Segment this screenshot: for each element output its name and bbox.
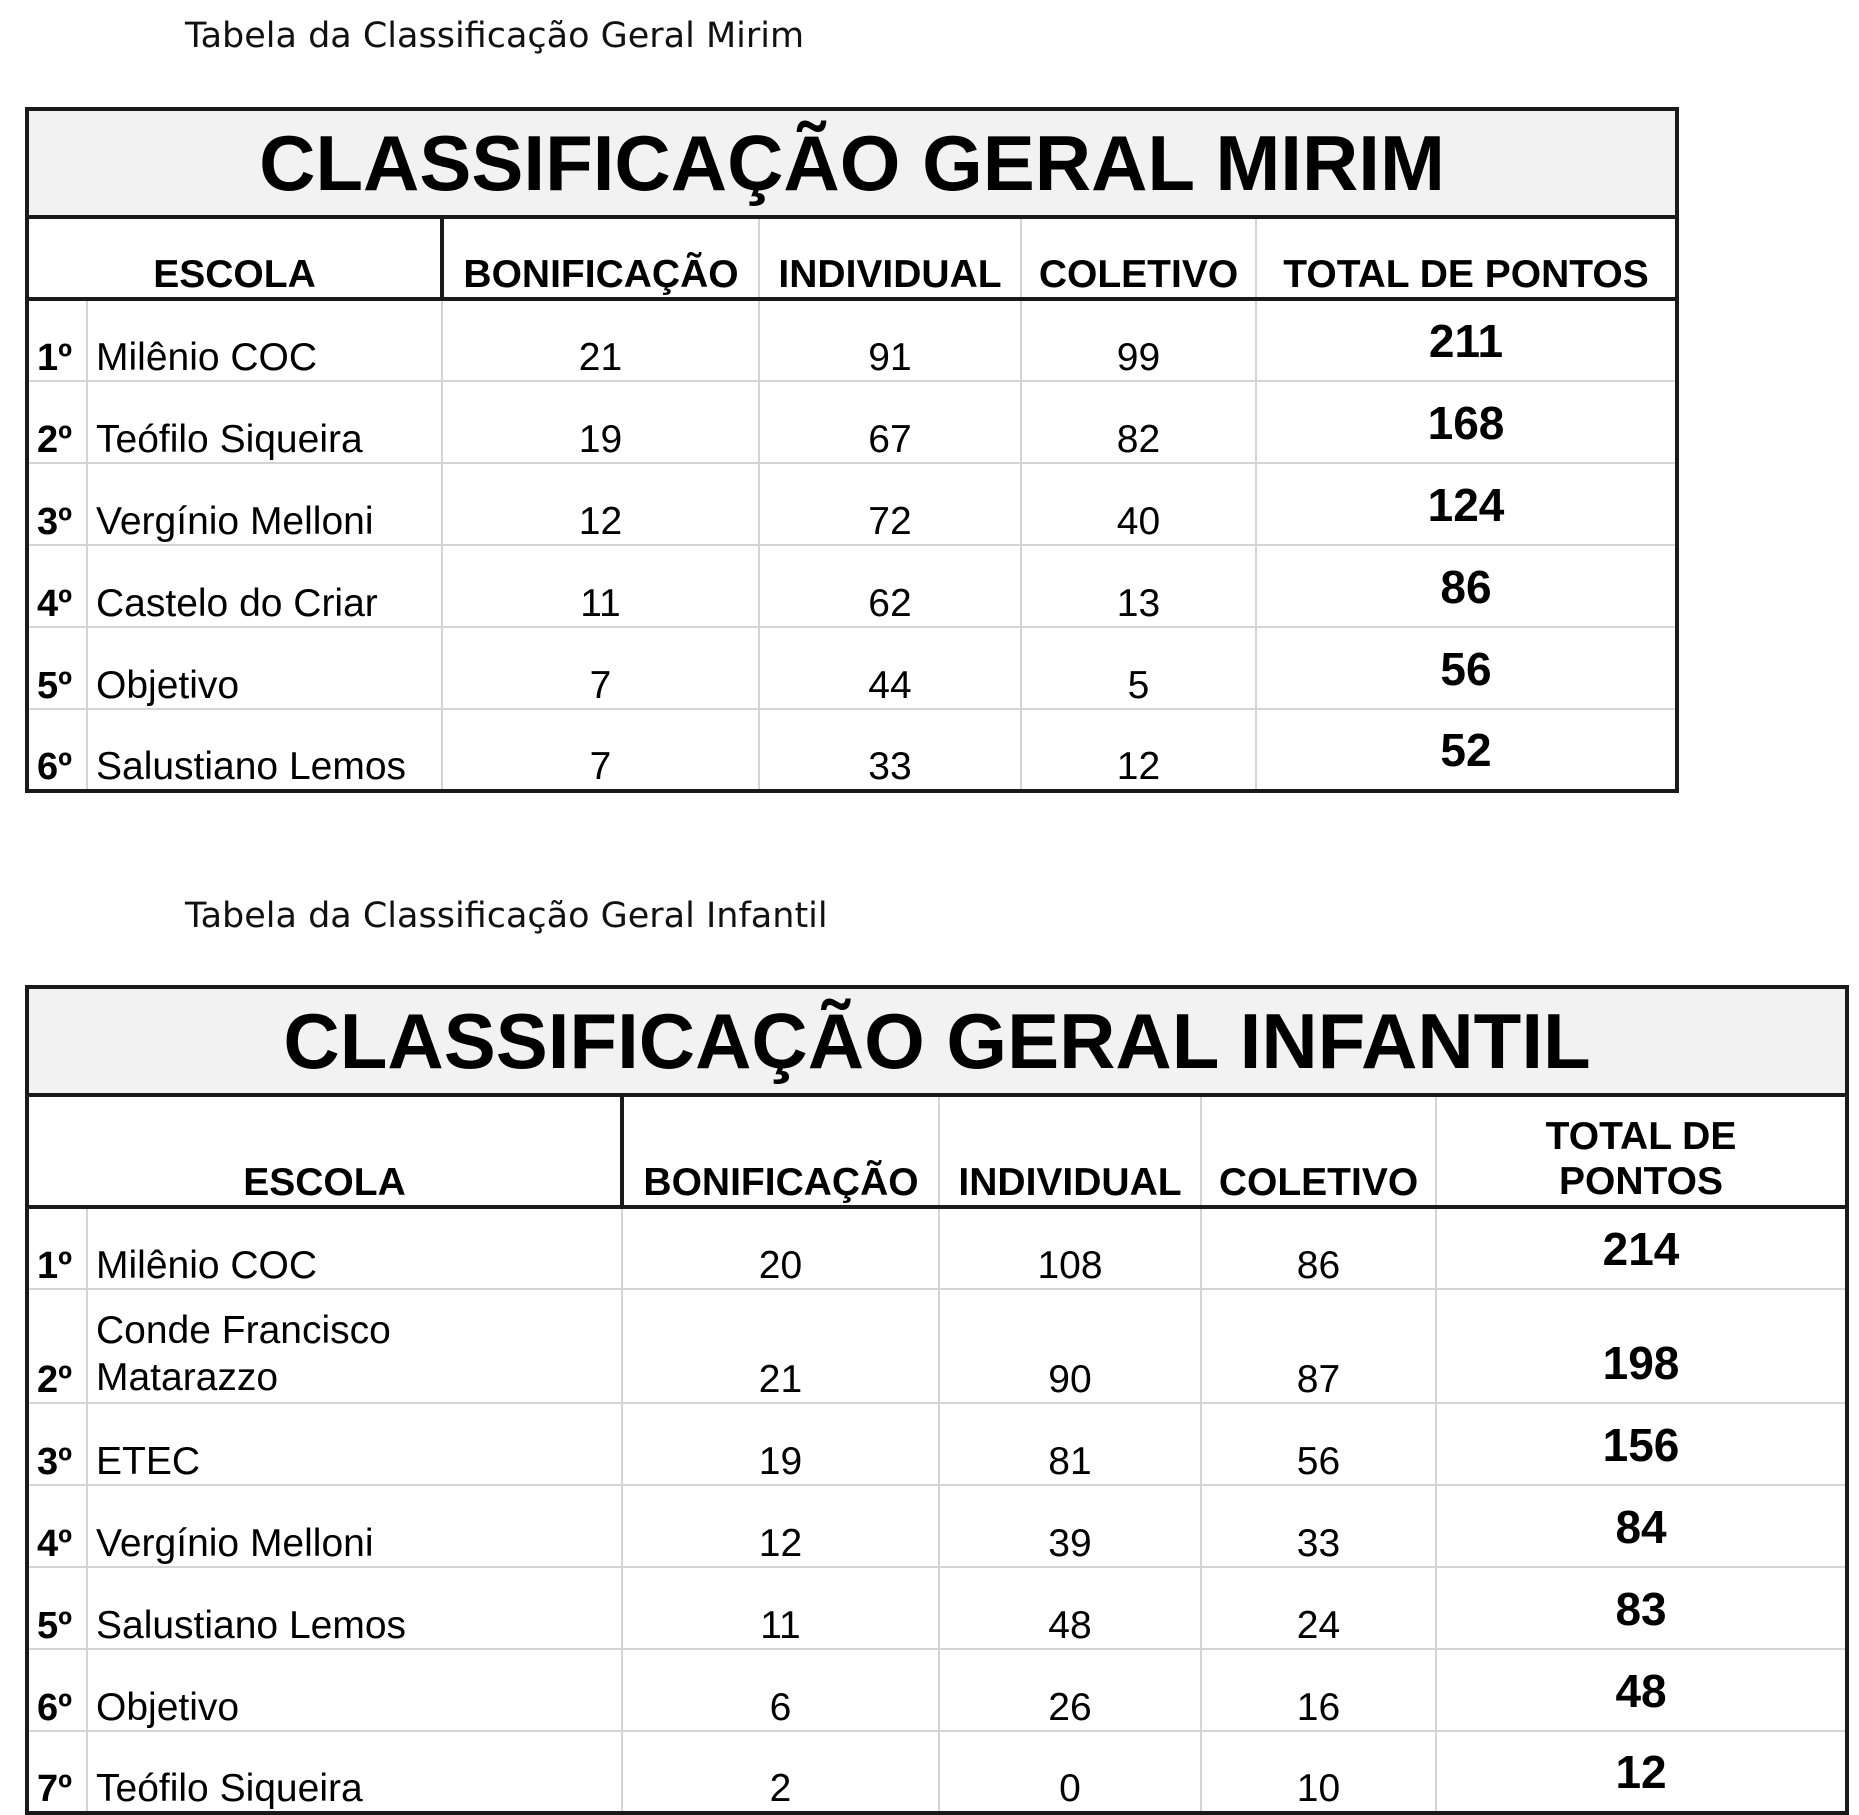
individual-cell: 90 [939, 1289, 1201, 1403]
table-row [27, 627, 1677, 709]
infantil-table [25, 985, 1849, 1815]
table-row [27, 1567, 1847, 1649]
infantil-title: CLASSIFICAÇÃO GERAL INFANTIL [27, 987, 1847, 1095]
rank-cell: 2º [27, 381, 87, 463]
rank-cell: 1º [27, 299, 87, 381]
header-total-line2: PONTOS [1559, 1160, 1724, 1204]
coletivo-cell: 10 [1201, 1731, 1436, 1813]
total-cell: 211 [1256, 299, 1677, 381]
rank-cell: 2º [27, 1289, 87, 1403]
bonificacao-cell: 6 [622, 1649, 939, 1731]
header-bonificacao: BONIFICAÇÃO [622, 1095, 939, 1207]
total-cell: 168 [1256, 381, 1677, 463]
table-row [27, 381, 1677, 463]
total-cell: 214 [1436, 1207, 1847, 1289]
coletivo-cell: 99 [1021, 299, 1256, 381]
header-individual: INDIVIDUAL [759, 217, 1021, 299]
rank-cell: 4º [27, 1485, 87, 1567]
school-line2: Matarazzo [96, 1356, 279, 1400]
bonificacao-cell: 12 [442, 463, 759, 545]
school-cell: Vergínio Melloni [87, 1485, 622, 1567]
total-cell: 198 [1436, 1289, 1847, 1403]
individual-cell: 67 [759, 381, 1021, 463]
bonificacao-cell: 7 [442, 709, 759, 791]
header-coletivo: COLETIVO [1201, 1095, 1436, 1207]
individual-cell: 72 [759, 463, 1021, 545]
coletivo-cell: 40 [1021, 463, 1256, 545]
coletivo-cell: 5 [1021, 627, 1256, 709]
coletivo-cell: 86 [1201, 1207, 1436, 1289]
school-cell: Salustiano Lemos [87, 1567, 622, 1649]
header-escola: ESCOLA [27, 217, 442, 299]
table-row [27, 1649, 1847, 1731]
header-individual: INDIVIDUAL [939, 1095, 1201, 1207]
individual-cell: 0 [939, 1731, 1201, 1813]
school-cell: Teófilo Siqueira [87, 381, 442, 463]
school-cell: Teófilo Siqueira [87, 1731, 622, 1813]
school-line1: Conde Francisco [96, 1309, 391, 1353]
bonificacao-cell: 7 [442, 627, 759, 709]
header-total-line1: TOTAL DE [1545, 1115, 1737, 1159]
header-total [1436, 1095, 1847, 1207]
school-cell [87, 1289, 622, 1403]
school-cell: Salustiano Lemos [87, 709, 442, 791]
mirim-caption: Tabela da Classificação Geral Mirim [185, 16, 805, 56]
total-cell: 56 [1256, 627, 1677, 709]
coletivo-cell: 87 [1201, 1289, 1436, 1403]
school-cell: Milênio COC [87, 299, 442, 381]
table-row [27, 709, 1677, 791]
coletivo-cell: 82 [1021, 381, 1256, 463]
header-bonificacao: BONIFICAÇÃO [442, 217, 759, 299]
school-cell: Objetivo [87, 1649, 622, 1731]
individual-cell: 62 [759, 545, 1021, 627]
total-cell: 86 [1256, 545, 1677, 627]
bonificacao-cell: 21 [442, 299, 759, 381]
coletivo-cell: 12 [1021, 709, 1256, 791]
bonificacao-cell: 20 [622, 1207, 939, 1289]
rank-cell: 6º [27, 1649, 87, 1731]
bonificacao-cell: 12 [622, 1485, 939, 1567]
table-row [27, 1289, 1847, 1403]
table-row [27, 1207, 1847, 1289]
total-cell: 84 [1436, 1485, 1847, 1567]
school-cell: ETEC [87, 1403, 622, 1485]
individual-cell: 91 [759, 299, 1021, 381]
individual-cell: 33 [759, 709, 1021, 791]
total-cell: 156 [1436, 1403, 1847, 1485]
total-cell: 12 [1615, 1746, 1667, 1798]
school-cell: Castelo do Criar [87, 545, 442, 627]
rank-cell: 6º [27, 709, 87, 791]
rank-cell: 1º [27, 1207, 87, 1289]
total-cell: 48 [1436, 1649, 1847, 1731]
header-escola: ESCOLA [27, 1095, 622, 1207]
school-cell: Vergínio Melloni [87, 463, 442, 545]
rank-cell: 7º [27, 1731, 87, 1813]
mirim-table [25, 107, 1679, 793]
bonificacao-cell: 11 [442, 545, 759, 627]
bonificacao-cell: 19 [442, 381, 759, 463]
individual-cell: 44 [759, 627, 1021, 709]
rank-cell: 3º [27, 463, 87, 545]
infantil-caption: Tabela da Classificação Geral Infantil [185, 896, 828, 936]
coletivo-cell: 24 [1201, 1567, 1436, 1649]
header-coletivo: COLETIVO [1021, 217, 1256, 299]
individual-cell: 108 [939, 1207, 1201, 1289]
rank-cell: 3º [27, 1403, 87, 1485]
individual-cell: 81 [939, 1403, 1201, 1485]
bonificacao-cell: 2 [622, 1731, 939, 1813]
school-cell: Objetivo [87, 627, 442, 709]
coletivo-cell: 33 [1201, 1485, 1436, 1567]
coletivo-cell: 16 [1201, 1649, 1436, 1731]
bonificacao-cell: 19 [622, 1403, 939, 1485]
table-row [27, 299, 1677, 381]
rank-cell: 4º [27, 545, 87, 627]
coletivo-cell: 56 [1201, 1403, 1436, 1485]
table-row [27, 545, 1677, 627]
total-cell: 124 [1256, 463, 1677, 545]
table-row [27, 1403, 1847, 1485]
table-row [27, 463, 1677, 545]
table-row [27, 1485, 1847, 1567]
school-cell: Milênio COC [87, 1207, 622, 1289]
bonificacao-cell: 11 [622, 1567, 939, 1649]
total-cell: 83 [1436, 1567, 1847, 1649]
individual-cell: 26 [939, 1649, 1201, 1731]
individual-cell: 48 [939, 1567, 1201, 1649]
rank-cell: 5º [27, 1567, 87, 1649]
coletivo-cell: 13 [1021, 545, 1256, 627]
individual-cell: 39 [939, 1485, 1201, 1567]
total-cell: 52 [1440, 724, 1492, 776]
mirim-title: CLASSIFICAÇÃO GERAL MIRIM [27, 109, 1677, 217]
rank-cell: 5º [27, 627, 87, 709]
header-total: TOTAL DE PONTOS [1256, 217, 1677, 299]
bonificacao-cell: 21 [622, 1289, 939, 1403]
